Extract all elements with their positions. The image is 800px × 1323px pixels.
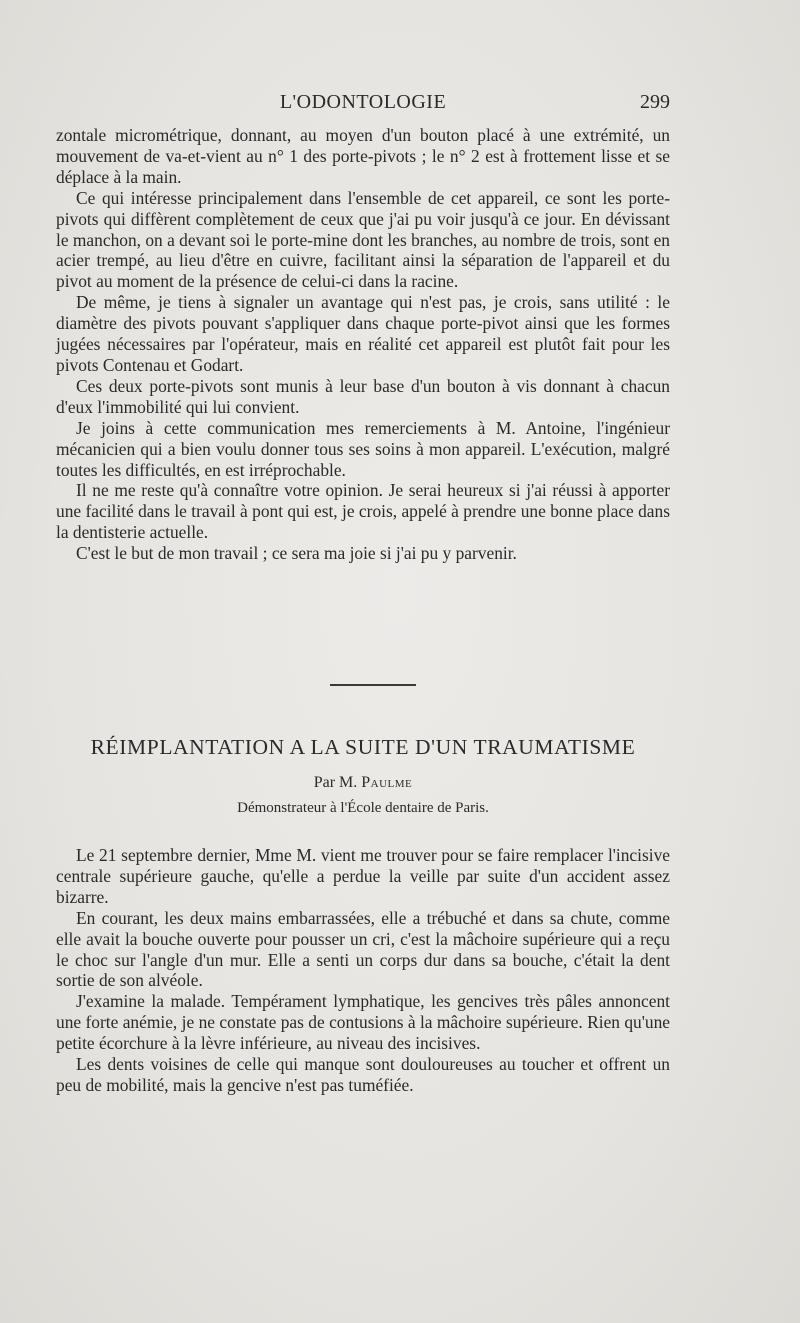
paragraph: Le 21 septembre dernier, Mme M. vient me trouver pour se faire remplacer l'incisive centrale supérieure gauche, qu'elle a perdue la veille par suite d'un accident assez bizarre.	[56, 845, 670, 907]
byline-prefix: Par M.	[313, 774, 358, 791]
article-title: RÉIMPLANTATION A LA SUITE D'UN TRAUMATISME	[90, 735, 636, 759]
paragraph: Je joins à cette communication mes remerciements à M. Antoine, l'ingénieur mécanicien qui a bien voulu donner tous ses soins à mon appareil. L'exécution, malgré toutes les difficultés, en est irréprochable.	[56, 417, 670, 480]
paragraph: J'examine la malade. Tempérament lymphatique, les gencives très pâles annoncent une forte anémie, je ne constate pas de contusions à la mâchoire supérieure. Rien qu'une petite écorchure à la lèvre inférieure, au niveau des incisives.	[56, 991, 670, 1054]
running-title: L'ODONTOLOGIE	[279, 91, 447, 113]
paragraph: Ces deux porte-pivots sont munis à leur base d'un bouton à vis donnant à chacun d'eux l'immobilité qui lui convient.	[56, 375, 670, 417]
page-header	[56, 91, 670, 121]
paragraph: Les dents voisines de celle qui manque sont douloureuses au toucher et offrent un peu de mobilité, mais la gencive n'est pas tuméfiée.	[56, 1054, 670, 1095]
paragraph: De même, je tiens à signaler un avantage qui n'est pas, je crois, sans utilité : le diamètre des pivots pouvant s'appliquer dans chaque porte-pivot ainsi que les formes jugées nécessaires par l'opérateur, mais en réalité cet appareil est plutôt fait pour les pivots Contenau et Godart.	[56, 292, 670, 375]
body-text-top	[56, 125, 670, 564]
paragraph: En courant, les deux mains embarrassées, elle a trébuché et dans sa chute, comme elle avait la bouche ouverte pour pousser un cri, c'est la mâchoire supérieure qui a reçu le choc sur l'angle d'un mur. Elle a senti un corps dur dans sa bouche, c'était la dent sortie de son alvéole.	[56, 907, 670, 991]
paragraph: Il ne me reste qu'à connaître votre opinion. Je serai heureux si j'ai réussi à apporter une facilité dans le travail à pont qui est, je crois, appelé à prendre une bonne place dans la dentisterie actuelle.	[56, 480, 670, 543]
paragraph: Ce qui intéresse principalement dans l'ensemble de cet appareil, ce sont les porte-pivots qui diffèrent complètement de ceux que j'ai pu voir jusqu'à ce jour. En dévissant le manchon, on a devant soi le porte-mine dont les branches, au nombre de trois, sont en acier trempé, au lieu d'être en cuivre, facilitant ainsi la séparation de l'appareil et du pivot au moment de la présence de celui-ci dans la racine.	[56, 187, 670, 292]
body-text-bottom	[56, 845, 670, 1096]
author-name: Paulme	[361, 774, 413, 791]
paragraph: zontale micrométrique, donnant, au moyen d'un bouton placé à une extrémité, un mouvement de va-et-vient au n° 1 des porte-pivots ; le n° 2 est à frottement lisse et se déplace à la main.	[56, 125, 670, 187]
paragraph: C'est le but de mon travail ; ce sera ma joie si j'ai pu y parvenir.	[76, 543, 517, 564]
section-divider	[330, 684, 416, 686]
page-number: 299	[640, 91, 670, 113]
author-affiliation: Démonstrateur à l'École dentaire de Paris.	[237, 800, 489, 816]
byline	[56, 774, 670, 792]
